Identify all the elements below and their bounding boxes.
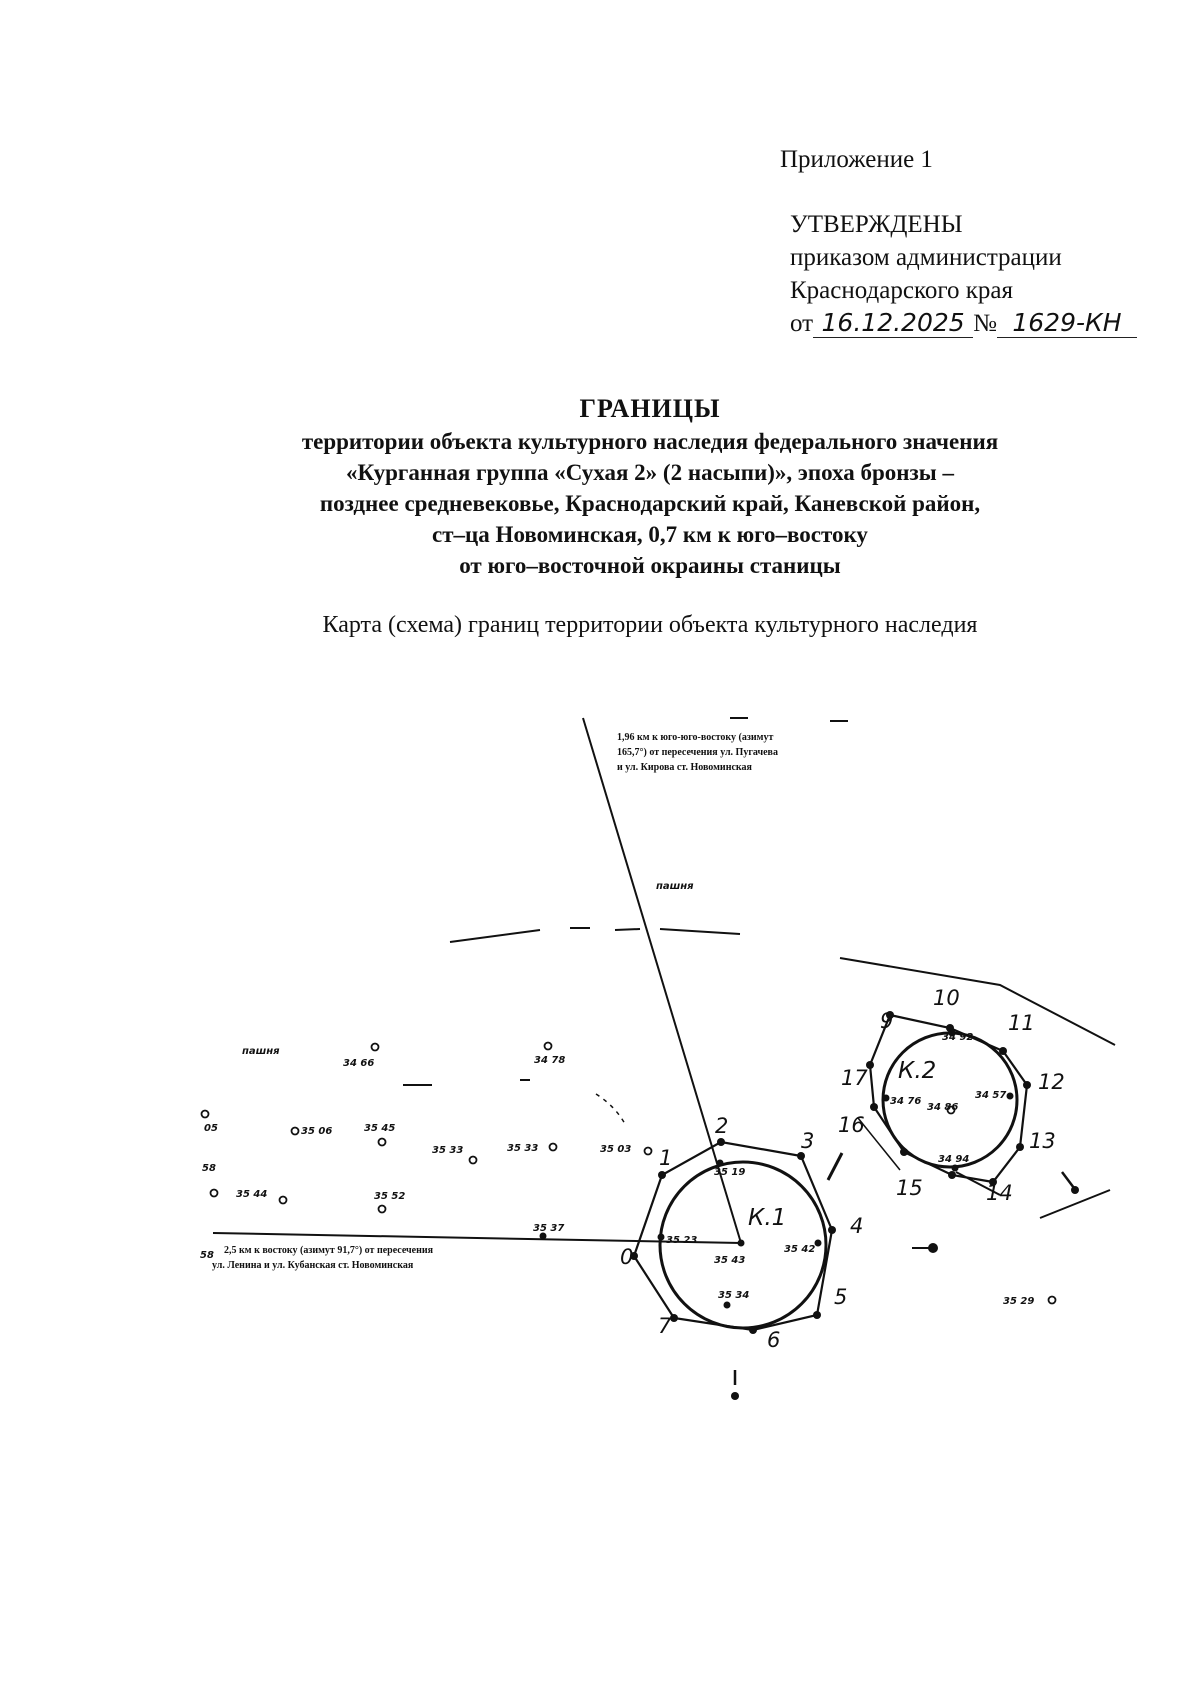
elevation-mark: 35 23 bbox=[666, 1235, 698, 1246]
elevation-mark: 35 33 bbox=[432, 1145, 464, 1156]
vertex-label: 3 bbox=[801, 1129, 815, 1153]
elevation-mark: 34 66 bbox=[343, 1058, 375, 1069]
mound-k2-label: К.2 bbox=[898, 1058, 937, 1084]
elevation-mark: 35 29 bbox=[1003, 1296, 1035, 1307]
elevation-mark: 35 34 bbox=[718, 1290, 750, 1301]
elevation-mark: 35 37 bbox=[533, 1223, 565, 1234]
elevation-mark: 35 06 bbox=[301, 1126, 333, 1137]
elevation-mark: 35 52 bbox=[374, 1191, 406, 1202]
vertex-label: 13 bbox=[1029, 1129, 1056, 1153]
vertex-label: 16 bbox=[838, 1113, 865, 1137]
title-line-3: позднее средневековье, Краснодарский край, Каневской район, bbox=[319, 491, 981, 516]
elevation-mark: 35 33 bbox=[507, 1143, 539, 1154]
handwritten-date: 16.12.2025 bbox=[813, 309, 973, 338]
elevation-mark: 35 03 bbox=[600, 1144, 632, 1155]
note-left-line1: 2,5 км к востоку (азимут 91,7°) от пересечения bbox=[224, 1245, 434, 1256]
title-line-1: территории объекта культурного наследия федерального значения bbox=[301, 429, 999, 454]
title-line-5: от юго–восточной окраины станицы bbox=[459, 553, 841, 578]
elevation-mark: 34 57 bbox=[975, 1090, 1007, 1101]
vertex-label: 2 bbox=[715, 1114, 729, 1138]
vertex-label: 9 bbox=[880, 1009, 894, 1033]
vertex-label: 10 bbox=[933, 986, 960, 1010]
handwritten-number: 1629-КН bbox=[997, 309, 1137, 338]
edge-mark: 58 bbox=[200, 1250, 214, 1261]
note-top-line2: 165,7°) от пересечения ул. Пугачева bbox=[617, 747, 778, 758]
order-line: приказом администрации bbox=[790, 244, 1062, 271]
field-label: пашня bbox=[242, 1046, 280, 1057]
elevation-mark: 35 45 bbox=[364, 1123, 396, 1134]
elevation-mark: 34 86 bbox=[927, 1102, 959, 1113]
mound-k1-label: К.1 bbox=[748, 1205, 787, 1231]
vertex-label: 17 bbox=[841, 1066, 868, 1090]
elevation-mark: 34 94 bbox=[938, 1154, 970, 1165]
vertex-label: 7 bbox=[658, 1314, 672, 1338]
edge-mark: 05 bbox=[204, 1123, 218, 1134]
note-left-line2: ул. Ленина и ул. Кубанская ст. Новоминская bbox=[212, 1260, 414, 1271]
appendix-label: Приложение 1 bbox=[780, 146, 933, 173]
vertex-label: 11 bbox=[1008, 1011, 1035, 1035]
vertex-label: 5 bbox=[834, 1285, 848, 1309]
vertex-label: 0 bbox=[620, 1245, 634, 1269]
title-line-4: ст–ца Новоминская, 0,7 км к юго–востоку bbox=[432, 522, 868, 547]
edge-mark: 58 bbox=[202, 1163, 216, 1174]
road-line bbox=[1040, 1190, 1110, 1218]
title-line-2: «Курганная группа «Сухая 2» (2 насыпи)», эпоха бронзы – bbox=[346, 460, 954, 485]
vertex-label: 4 bbox=[850, 1214, 864, 1238]
pointer-mark bbox=[1062, 1172, 1074, 1188]
pointer-mark bbox=[828, 1153, 842, 1180]
vertex-label: 1 bbox=[659, 1146, 673, 1170]
elevation-mark: 34 92 bbox=[942, 1032, 974, 1043]
number-sign: № bbox=[973, 310, 997, 337]
vertex-label: 14 bbox=[986, 1181, 1013, 1205]
elevation-mark: 35 44 bbox=[236, 1189, 268, 1200]
approved-heading: УТВЕРЖДЕНЫ bbox=[790, 211, 963, 238]
elevation-mark: 35 43 bbox=[714, 1255, 746, 1266]
elevation-mark: 35 42 bbox=[784, 1244, 816, 1255]
vertex-label: 12 bbox=[1038, 1070, 1065, 1094]
note-top-line3: и ул. Кирова ст. Новоминская bbox=[617, 762, 752, 773]
field-boundary-dashed bbox=[450, 928, 740, 942]
elevation-mark: 34 76 bbox=[890, 1096, 922, 1107]
region-line: Краснодарского края bbox=[790, 277, 1013, 304]
vertex-label: 15 bbox=[896, 1176, 923, 1200]
elevation-mark: 35 19 bbox=[714, 1167, 746, 1178]
date-prefix: от bbox=[790, 310, 814, 337]
vertex-label: 6 bbox=[767, 1328, 781, 1352]
note-top-line1: 1,96 км к юго-юго-востоку (азимут bbox=[617, 732, 774, 743]
title-main: ГРАНИЦЫ bbox=[579, 394, 721, 423]
elevation-mark: 34 78 bbox=[534, 1055, 566, 1066]
field-label: пашня bbox=[656, 881, 694, 892]
dashed-arc bbox=[596, 1094, 625, 1124]
map-caption: Карта (схема) границ территории объекта культурного наследия bbox=[322, 612, 978, 638]
